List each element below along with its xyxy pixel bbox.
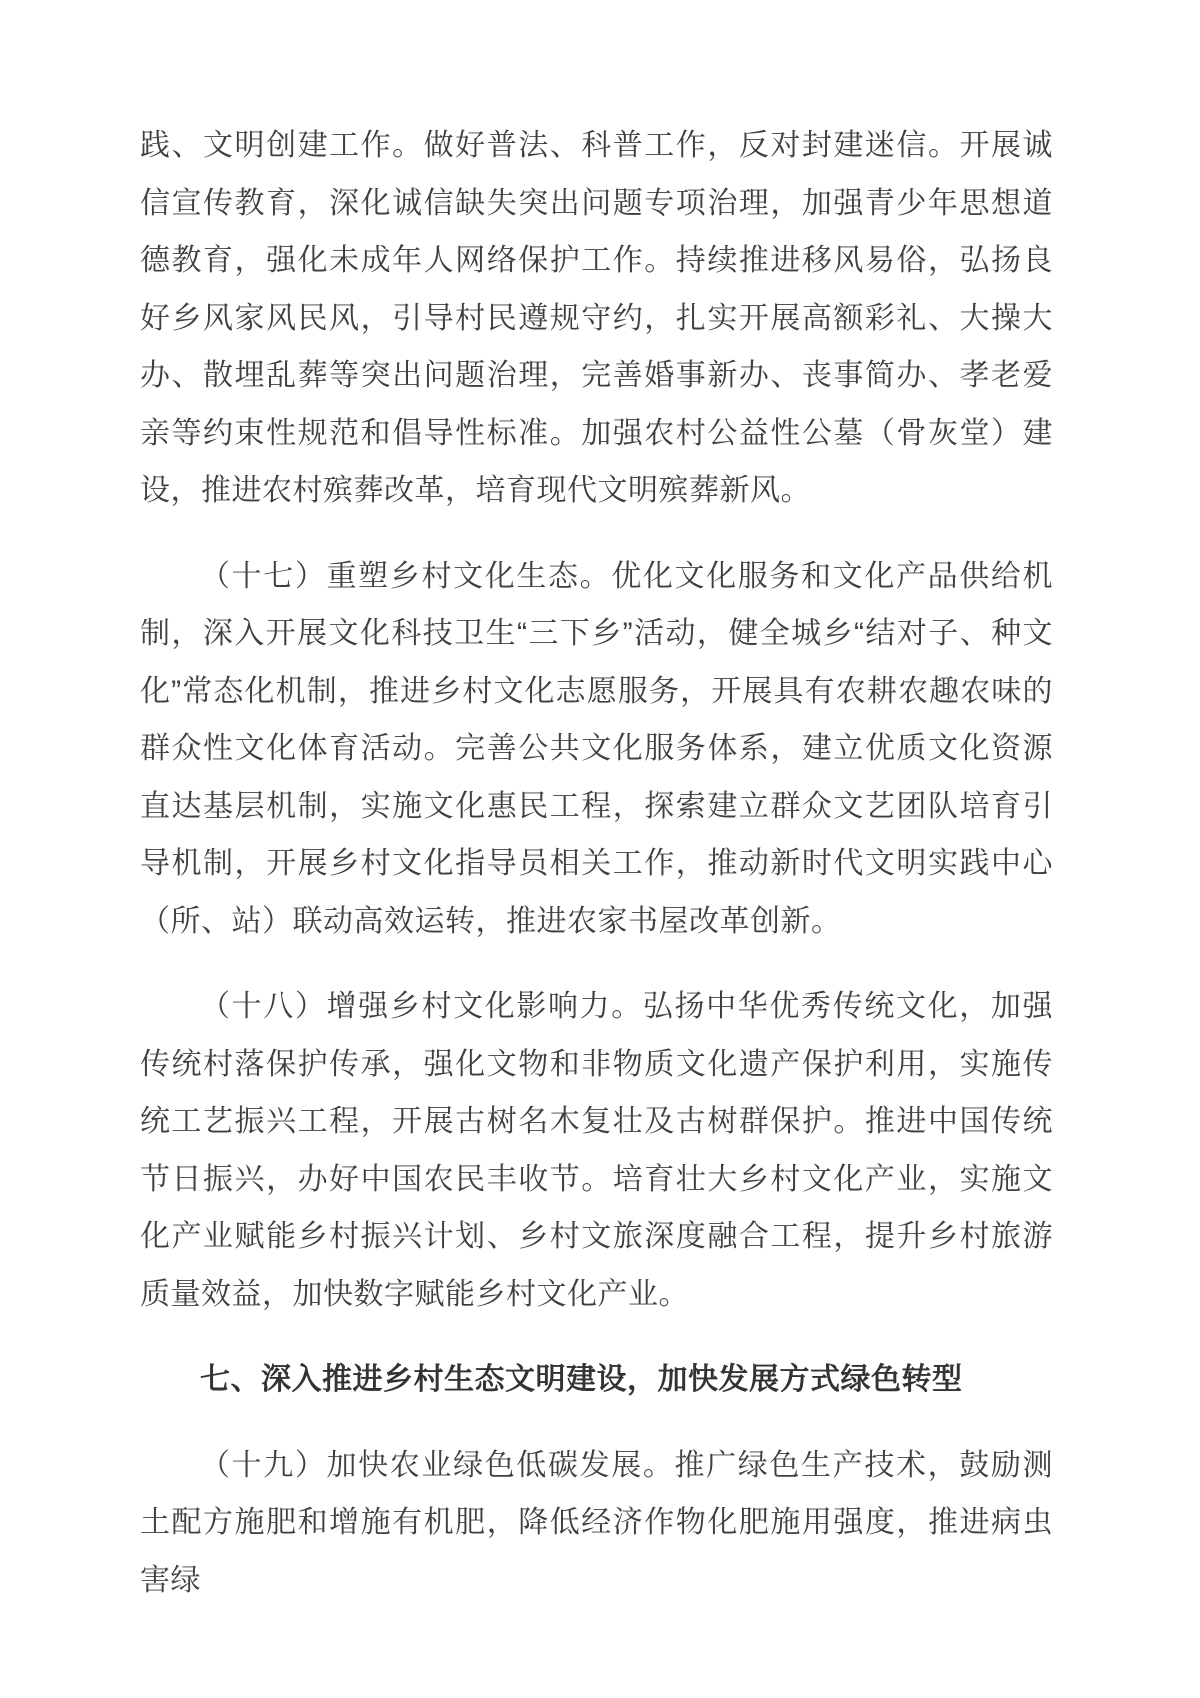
paragraph-continuation: 践、文明创建工作。做好普法、科普工作，反对封建迷信。开展诚信宣传教育，深化诚信缺失突出问题专项治理，加强青少年思想道德教育，强化未成年人网络保护工作。持续推进移风易俗，弘扬良好乡风家风民风，引导村民遵规守约，扎实开展高额彩礼、大操大办、散埋乱葬等突出问题治理，完善婚事新办、丧事简办、孝老爱亲等约束性规范和倡导性标准。加强农村公益性公墓（骨灰堂）建设，推进农村殡葬改革，培育现代文明殡葬新风。 (140, 129, 1053, 507)
paragraph-item-19: （十九）加快农业绿色低碳发展。推广绿色生产技术，鼓励测土配方施肥和增施有机肥，降低经济作物化肥施用强度，推进病虫害绿 (140, 1448, 1053, 1597)
paragraph-item-17: （十七）重塑乡村文化生态。优化文化服务和文化产品供给机制，深入开展文化科技卫生“三下乡”活动，健全城乡“结对子、种文化”常态化机制，推进乡村文化志愿服务，开展具有农耕农趣农味的群众性文化体育活动。完善公共文化服务体系，建立优质文化资源直达基层机制，实施文化惠民工程，探索建立群众文艺团队培育引导机制，开展乡村文化指导员相关工作，推动新时代文明实践中心（所、站）联动高效运转，推进农家书屋改革创新。 (140, 559, 1053, 938)
section-heading-7: 七、深入推进乡村生态文明建设，加快发展方式绿色转型 (200, 1363, 963, 1396)
paragraph-item-18: （十八）增强乡村文化影响力。弘扬中华优秀传统文化，加强传统村落保护传承，强化文物和非物质文化遗产保护利用，实施传统工艺振兴工程，开展古树名木复壮及古树群保护。推进中国传统节日振兴，办好中国农民丰收节。培育壮大乡村文化产业，实施文化产业赋能乡村振兴计划、乡村文旅深度融合工程，提升乡村旅游质量效益，加快数字赋能乡村文化产业。 (140, 990, 1053, 1311)
